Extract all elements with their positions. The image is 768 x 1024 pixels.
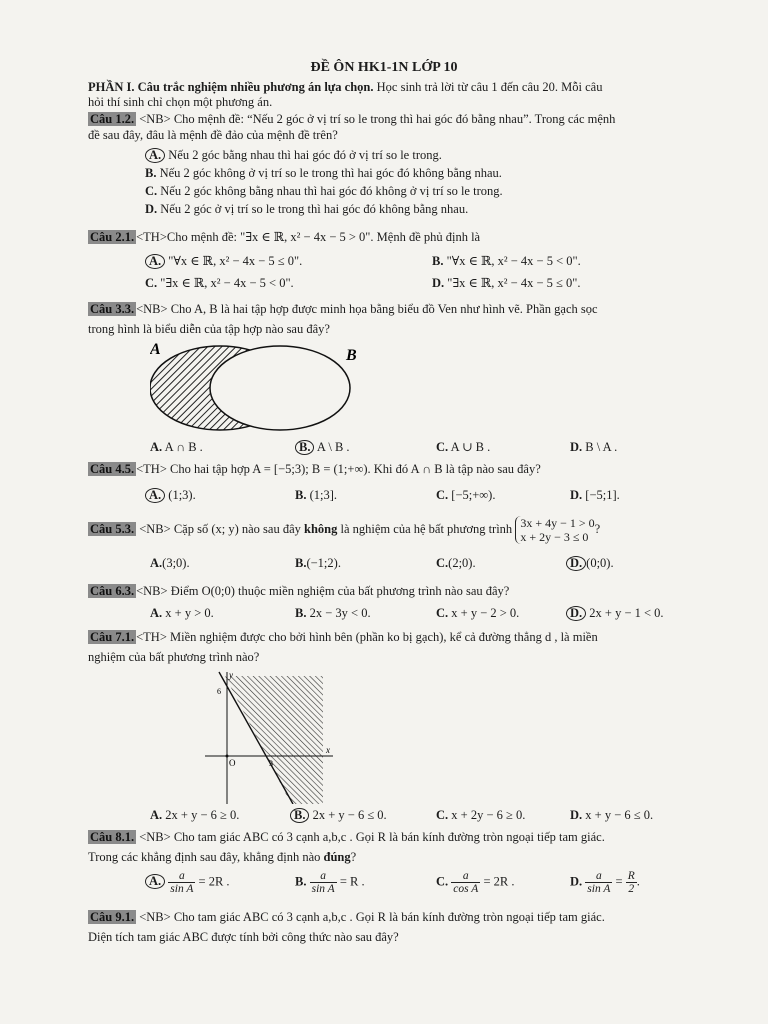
option-letter: D. [570, 440, 583, 454]
question-text: Miền nghiệm được cho bởi hình bên (phần ko bị gạch), kể cả đường thẳng d , là miền [170, 630, 598, 644]
fraction-numerator: R [627, 870, 635, 882]
option-text: x + y − 2 > 0. [451, 606, 520, 620]
question-tag: <NB> [136, 584, 168, 598]
option-c[interactable] [145, 184, 503, 199]
option-text: Nếu 2 góc không bằng nhau thì hai góc đó không ở vị trí so le trong. [160, 184, 503, 198]
question-text: Cho tam giác ABC có 3 cạnh a,b,c . Gọi R là bán kính đường tròn ngoại tiếp tam giác. [173, 910, 605, 924]
x-tick-label: 3 [269, 759, 273, 768]
question-emphasis: đúng [323, 850, 351, 864]
fraction-rhs [626, 870, 637, 895]
option-letter: D. [570, 874, 583, 889]
option-d[interactable] [570, 808, 653, 823]
option-letter: D. [570, 488, 583, 502]
option-c[interactable] [436, 870, 514, 895]
system-line-2: x + 2y − 3 ≤ 0 [520, 530, 589, 544]
question-tag: <TH> [136, 630, 167, 644]
option-letter: C. [436, 606, 449, 620]
question-tag: <TH> [136, 230, 167, 244]
part-text-2: hỏi thí sinh chỉ chọn một phương án. [88, 95, 273, 109]
option-letter: A. [145, 874, 165, 889]
question-text-2: Diện tích tam giác ABC được tính bởi công thức nào sau đây? [88, 930, 399, 944]
fraction-numerator: a [451, 870, 480, 883]
question-text: Điểm O(0;0) thuộc miền nghiệm của bất phương trình nào sau đây? [170, 584, 510, 598]
fraction-denominator: sin A [311, 883, 335, 895]
venn-diagram [150, 340, 370, 440]
option-b[interactable] [295, 440, 350, 455]
option-text: (3;0). [162, 556, 190, 570]
question-label: Câu 1.2. [90, 112, 135, 126]
question-5 [88, 516, 708, 544]
origin-label: O [229, 758, 236, 768]
option-text: A \ B . [316, 440, 350, 454]
fraction [310, 870, 337, 895]
option-letter: C. [145, 276, 158, 290]
question-tag: <NB> [139, 910, 171, 924]
option-c[interactable] [436, 488, 495, 503]
venn-label-b: B [346, 347, 357, 364]
option-a[interactable] [150, 808, 239, 823]
fraction [168, 870, 195, 895]
question-text-2 [88, 850, 708, 865]
option-letter: A. [150, 556, 163, 570]
question-6 [88, 584, 708, 599]
option-c[interactable] [436, 440, 490, 455]
option-letter: B. [295, 606, 307, 620]
question-label: Câu 7.1. [90, 630, 135, 644]
option-text: (−1;2). [306, 556, 341, 570]
question-tag: <NB> [139, 112, 171, 126]
option-letter: B. [295, 488, 307, 502]
option-a[interactable] [150, 440, 203, 455]
shaded-region [225, 676, 323, 804]
option-d[interactable] [432, 276, 581, 291]
question-tag: <NB> [139, 830, 171, 844]
question-text-2: đề sau đây, đâu là mệnh đề đảo của mệnh đề trên? [88, 128, 338, 142]
option-text: (0;0). [586, 556, 614, 570]
option-letter: B. [295, 874, 307, 889]
option-letter: C. [436, 808, 449, 822]
part-heading: PHẦN I. Câu trắc nghiệm nhiều phương án lựa chọn. [88, 80, 374, 94]
option-letter: B. [290, 808, 309, 823]
option-letter: B. [295, 556, 307, 570]
option-b[interactable] [432, 254, 581, 269]
question-text-2: trong hình là biểu diễn của tập hợp nào sau đây? [88, 322, 330, 336]
question-label: Câu 4.5. [90, 462, 135, 476]
option-b[interactable] [295, 488, 337, 503]
option-letter: B. [145, 166, 157, 180]
option-text: (2;0). [448, 556, 476, 570]
question-label: Câu 5.3. [90, 521, 135, 536]
option-letter: C. [436, 488, 449, 502]
inequality-graph [205, 668, 335, 804]
option-c[interactable] [145, 276, 294, 291]
option-b[interactable] [145, 166, 502, 181]
question-3 [88, 302, 708, 317]
question-8 [88, 830, 708, 845]
option-a[interactable] [145, 870, 230, 895]
question-text: Cặp số (x; y) nào sau đây [173, 521, 301, 536]
option-letter: A. [145, 148, 165, 163]
option-b[interactable] [295, 556, 341, 571]
option-text: "∃x ∈ ℝ, x² − 4x − 5 ≤ 0". [447, 276, 581, 290]
fraction-denominator: cos A [453, 883, 479, 895]
option-d[interactable] [145, 202, 468, 217]
option-letter: C. [436, 874, 449, 889]
option-a[interactable] [150, 606, 214, 621]
fraction-denominator: 2 [628, 883, 635, 895]
option-text: "∀x ∈ ℝ, x² − 4x − 5 < 0". [446, 254, 581, 268]
question-label: Câu 8.1. [90, 830, 135, 844]
exam-title: ĐỀ ÔN HK1-1N LỚP 10 [310, 60, 458, 75]
system-line-1: 3x + 4y − 1 > 0 [520, 516, 595, 530]
inequality-system [515, 516, 594, 544]
question-tag: <TH> [136, 462, 167, 476]
option-d[interactable] [566, 606, 664, 621]
option-letter: D. [566, 606, 586, 621]
question-text-2: nghiệm của bất phương trình nào? [88, 650, 260, 664]
question-text: Cho mệnh đề: “Nếu 2 góc ở vị trí so le trong thì hai góc đó bằng nhau”. Trong các mệnh [173, 112, 616, 126]
option-b[interactable] [295, 870, 365, 895]
option-text: 2x + y − 6 ≤ 0. [312, 808, 387, 822]
question-label: Câu 2.1. [90, 230, 135, 244]
question-9 [88, 910, 708, 925]
option-letter: D. [145, 202, 158, 216]
option-letter: A. [150, 440, 163, 454]
option-letter: B. [295, 440, 314, 455]
option-text: 2x − 3y < 0. [309, 606, 371, 620]
question-emphasis: không [304, 521, 338, 536]
question-text: Cho tam giác ABC có 3 cạnh a,b,c . Gọi R là bán kính đường tròn ngoại tiếp tam giác. [173, 830, 605, 844]
option-text: (1;3]. [309, 488, 338, 502]
question-1 [88, 112, 708, 127]
option-c[interactable] [436, 808, 525, 823]
option-text: x + y > 0. [165, 606, 214, 620]
question-label: Câu 3.3. [90, 302, 135, 316]
venn-label-a: A [150, 341, 161, 358]
option-letter: A. [145, 488, 165, 503]
question-mark: ? [594, 521, 601, 536]
question-4 [88, 462, 708, 477]
question-text: Cho hai tập hợp A = [−5;3); B = (1;+∞). Khi đó A ∩ B là tập nào sau đây? [170, 462, 541, 476]
question-7 [88, 630, 708, 645]
option-letter: D. [570, 808, 583, 822]
option-letter: C. [436, 556, 449, 570]
y-tick-label: 6 [217, 687, 221, 696]
fraction [451, 870, 480, 895]
option-text: Nếu 2 góc không ở vị trí so le trong thì hai góc đó không bằng nhau. [159, 166, 502, 180]
part-intro [88, 80, 708, 95]
option-d[interactable] [570, 488, 620, 503]
option-text: x + y − 6 ≤ 0. [585, 808, 654, 822]
option-rhs: = 2R . [483, 874, 515, 889]
option-text: "∀x ∈ ℝ, x² − 4x − 5 ≤ 0". [168, 254, 303, 268]
question-text-post: ? [350, 850, 357, 864]
fraction-denominator: sin A [170, 883, 194, 895]
option-letter: A. [145, 254, 165, 269]
option-text: [−5;+∞). [451, 488, 496, 502]
option-a[interactable] [145, 488, 196, 503]
question-2 [88, 230, 708, 245]
question-tag: <NB> [139, 521, 171, 536]
question-label: Câu 6.3. [90, 584, 135, 598]
option-text: A ∩ B . [164, 440, 203, 454]
option-c[interactable] [436, 606, 519, 621]
fraction [585, 870, 612, 895]
option-text: 2x + y − 1 < 0. [589, 606, 664, 620]
fraction-denominator: sin A [587, 883, 611, 895]
option-text: Nếu 2 góc bằng nhau thì hai góc đó ở vị trí so le trong. [168, 148, 442, 162]
option-text: [−5;1]. [585, 488, 620, 502]
option-text: 2x + y − 6 ≥ 0. [165, 808, 240, 822]
option-text: "∃x ∈ ℝ, x² − 4x − 5 < 0". [160, 276, 294, 290]
option-text: x + 2y − 6 ≥ 0. [451, 808, 526, 822]
fraction-numerator: a [168, 870, 195, 883]
option-text: A ∪ B . [450, 440, 491, 454]
option-letter: D. [566, 556, 586, 571]
option-rhs: = 2R . [198, 874, 230, 889]
question-text: Cho mệnh đề: "∃x ∈ ℝ, x² − 4x − 5 > 0". Mệnh đề phủ định là [166, 230, 481, 244]
option-c[interactable] [436, 556, 476, 571]
option-b[interactable] [295, 606, 371, 621]
option-letter: C. [145, 184, 158, 198]
option-letter: B. [432, 254, 444, 268]
option-letter: A. [150, 808, 163, 822]
option-letter: D. [432, 276, 445, 290]
option-rhs: = R . [339, 874, 365, 889]
fraction-numerator: a [585, 870, 612, 883]
option-b[interactable] [290, 808, 387, 823]
equals-sign: = [615, 874, 623, 889]
option-d[interactable] [566, 556, 614, 571]
y-axis-label: y [229, 670, 233, 680]
option-letter: A. [150, 606, 163, 620]
option-a[interactable] [145, 148, 442, 163]
option-a[interactable] [150, 556, 190, 571]
question-tag: <NB> [136, 302, 168, 316]
x-axis-label: x [326, 745, 330, 755]
option-d[interactable]: D. $\frac{a}{\text{sin A}}$ = $\frac{R}{2}$ . [570, 870, 640, 895]
option-letter: C. [436, 440, 449, 454]
question-text: Trong các khẳng định sau đây, khẳng định nào [88, 850, 321, 864]
question-text-post: là nghiệm của hệ bất phương trình [340, 521, 513, 536]
option-text: B \ A . [585, 440, 618, 454]
option-text: Nếu 2 góc ở vị trí so le trong thì hai góc đó không bằng nhau. [160, 202, 469, 216]
option-d[interactable] [570, 440, 617, 455]
fraction-numerator: a [310, 870, 337, 883]
question-label: Câu 9.1. [90, 910, 135, 924]
part-text: Học sinh trả lời từ câu 1 đến câu 20. Mỗi câu [376, 80, 603, 94]
question-text: Cho A, B là hai tập hợp được minh họa bằng biểu đồ Ven như hình vẽ. Phần gạch sọc [170, 302, 598, 316]
set-b-ellipse [210, 346, 350, 430]
option-text: (1;3). [168, 488, 196, 502]
option-a[interactable] [145, 254, 302, 269]
